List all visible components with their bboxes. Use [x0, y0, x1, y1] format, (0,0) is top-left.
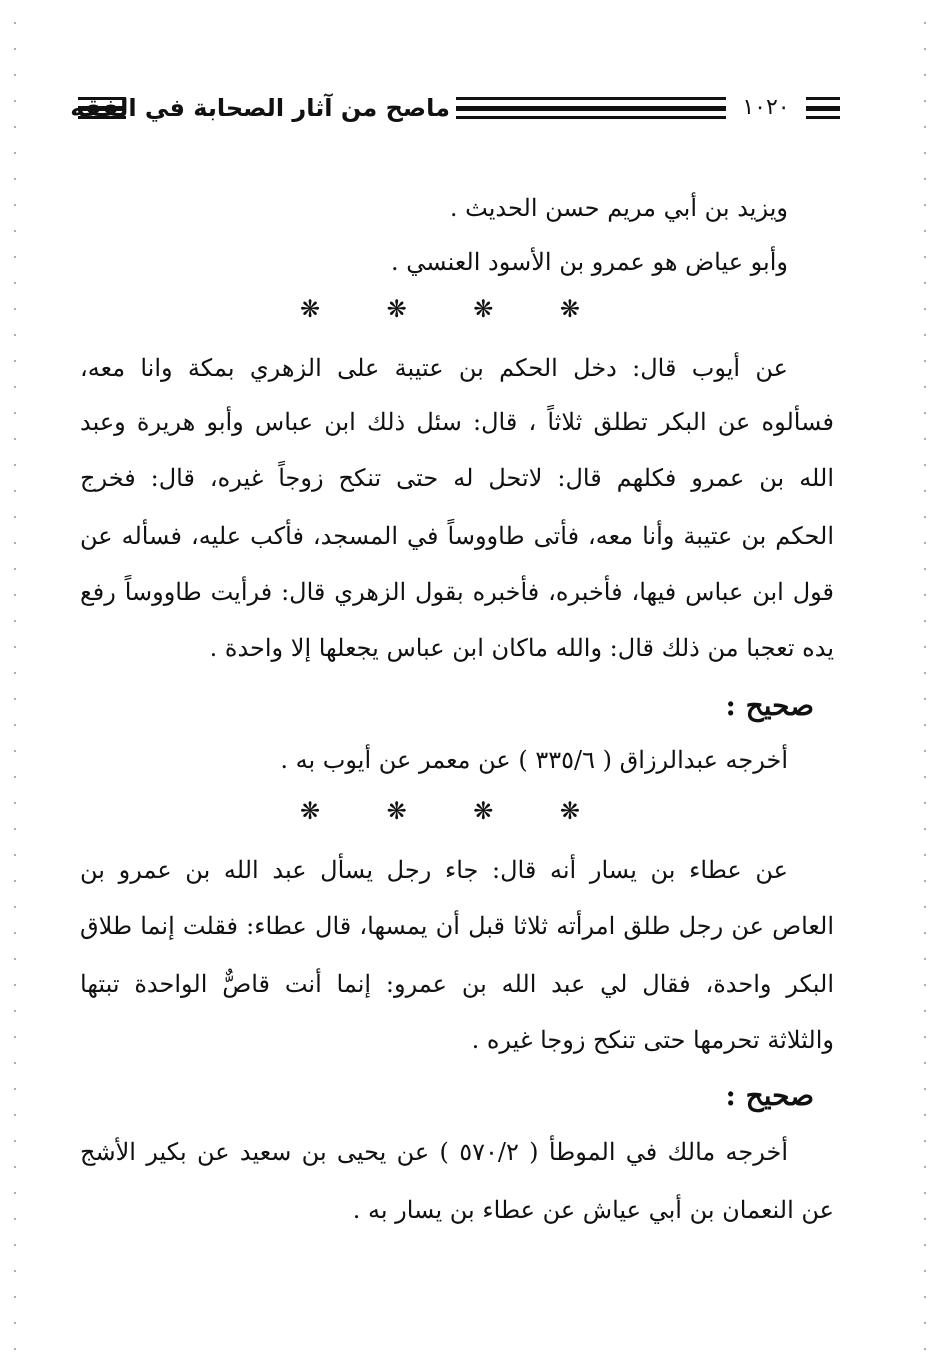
right-margin-dots	[924, 10, 926, 1350]
star-ornament-icon: ❋	[386, 295, 407, 323]
text-line: قول ابن عباس فيها، فأخبره، فأخبره بقول الزهري قال: فرأيت طاووساً رفع	[80, 578, 834, 606]
text-line: فسألوه عن البكر تطلق ثلاثاً ، قال: سئل ذلك ابن عباس وأبو هريرة وعبد	[80, 408, 834, 436]
text-line: الله بن عمرو فكلهم قال: لاتحل له حتى تنكح زوجاً غيره، قال: فخرج	[80, 464, 834, 492]
grading-heading: صحيح :	[725, 1079, 814, 1112]
text-line: عن أيوب قال: دخل الحكم بن عتيبة على الزهري بمكة وانا معه،	[80, 354, 788, 382]
star-ornament-icon: ❋	[300, 295, 321, 323]
grading-heading: صحيح :	[725, 689, 814, 722]
star-ornament-icon: ❋	[559, 295, 580, 323]
star-ornament-icon: ❋	[473, 295, 494, 323]
source-line: أخرجه مالك في الموطأ ( ٥٧٠/٢ ) عن يحيى بن سعيد عن بكير الأشج	[80, 1138, 789, 1166]
text-line: الحكم بن عتيبة وأنا معه، فأتى طاووساً في المسجد، فأكب عليه، فسأله عن	[80, 522, 834, 550]
text-line: والثلاثة تحرمها حتى تنكح زوجا غيره .	[471, 1026, 834, 1054]
text-line: يده تعجبا من ذلك قال: والله ماكان ابن عباس يجعلها إلا واحدة .	[209, 634, 834, 662]
header-rule-right	[806, 97, 840, 119]
star-ornament-icon: ❋	[386, 797, 407, 825]
text-line: ويزيد بن أبي مريم حسن الحديث .	[449, 194, 788, 222]
source-line: عن النعمان بن أبي عياش عن عطاء بن يسار به .	[352, 1196, 834, 1224]
text-line: وأبو عياض هو عمرو بن الأسود العنسي .	[390, 248, 788, 276]
text-line: البكر واحدة، فقال لي عبد الله بن عمرو: إنما أنت قاصٌّ الواحدة تبتها	[80, 970, 834, 998]
star-ornament-icon: ❋	[473, 797, 494, 825]
star-ornament-icon: ❋	[559, 797, 580, 825]
ornament-separator	[300, 796, 580, 826]
header-rule-middle	[456, 97, 726, 119]
text-line: العاص عن رجل طلق امرأته ثلاثا قبل أن يمسها، قال عطاء: فقلت إنما طلاق	[80, 912, 834, 940]
ornament-separator	[300, 294, 580, 324]
star-ornament-icon: ❋	[300, 797, 321, 825]
text-line: عن عطاء بن يسار أنه قال: جاء رجل يسأل عبد الله بن عمرو بن	[80, 856, 788, 884]
running-title: ماصح من آثار الصحابة في الفقه	[70, 94, 450, 122]
left-margin-dots	[14, 10, 16, 1350]
source-line: أخرجه عبدالرزاق ( ٣٣٥/٦ ) عن معمر عن أيوب به .	[280, 746, 788, 774]
page-number: ١٠٢٠	[742, 95, 790, 120]
running-header	[70, 88, 840, 128]
